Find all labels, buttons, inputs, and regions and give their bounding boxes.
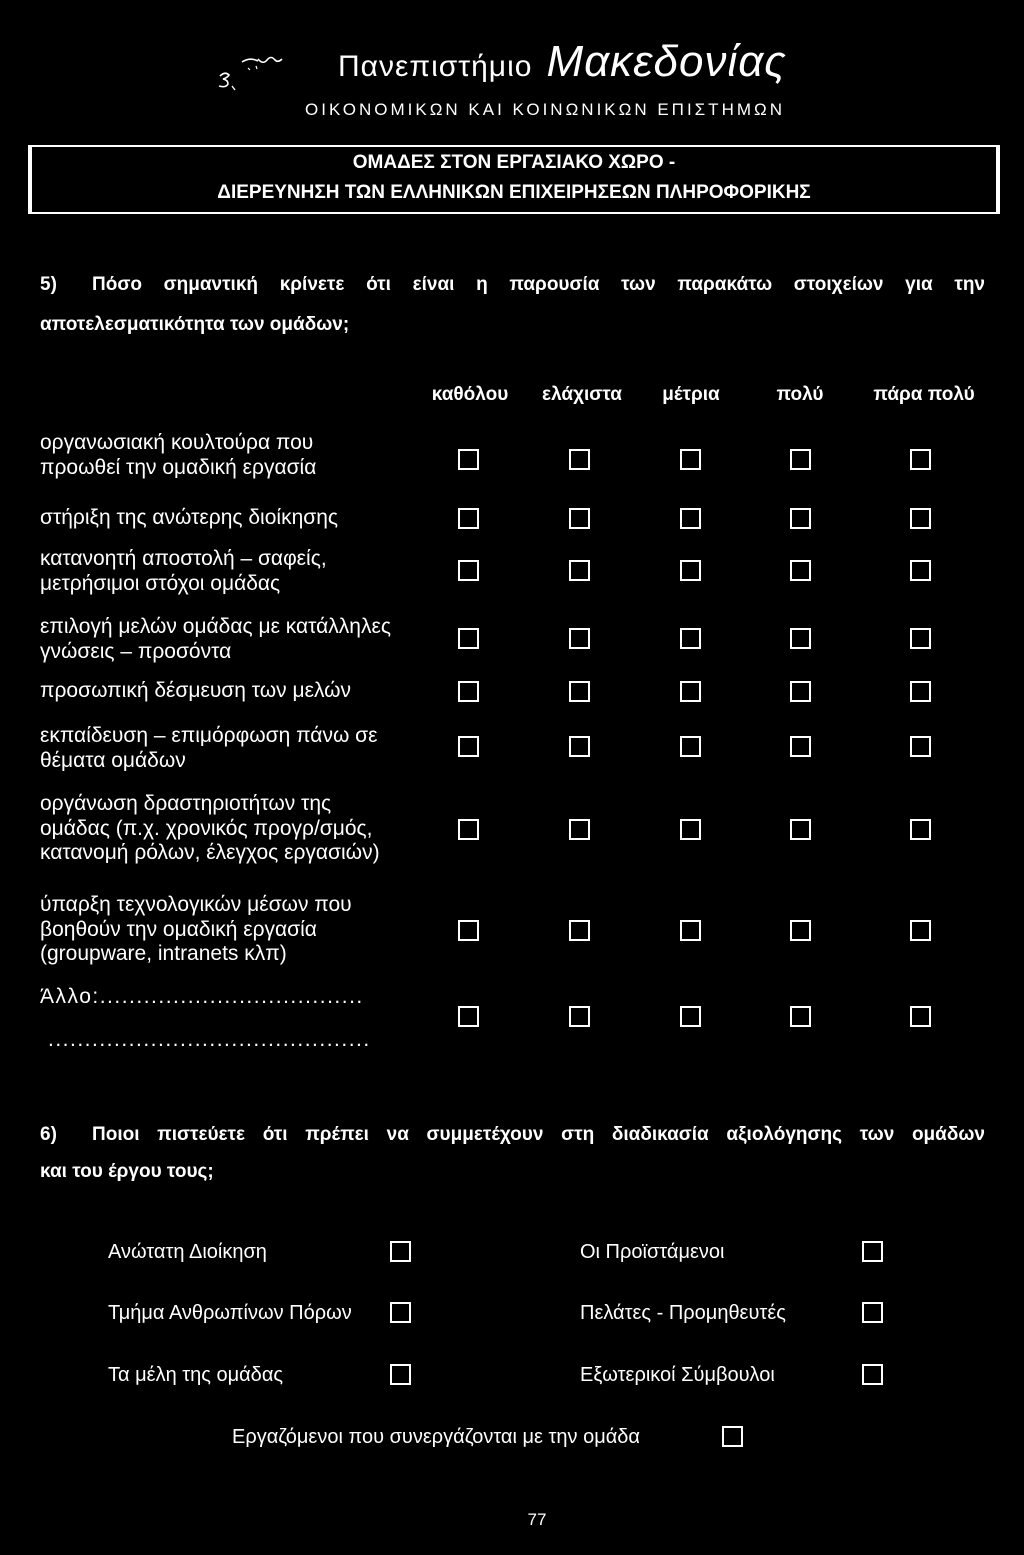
- rating-checkbox-much[interactable]: [790, 681, 811, 702]
- rating-checkbox-very-much[interactable]: [910, 920, 931, 941]
- rating-checkbox-very-little[interactable]: [569, 819, 590, 840]
- rating-row-label-line: ύπαρξη τεχνολογικών μέσων που: [40, 893, 352, 916]
- rating-checkbox-very-much[interactable]: [910, 560, 931, 581]
- evaluator-option-label: Τμήμα Ανθρωπίνων Πόρων: [108, 1302, 352, 1324]
- rating-checkbox-much[interactable]: [790, 560, 811, 581]
- rating-checkbox-very-much[interactable]: [910, 449, 931, 470]
- rating-checkbox-not-at-all[interactable]: [458, 681, 479, 702]
- faculty-name: ΟΙΚΟΝΟΜΙΚΩΝ ΚΑΙ ΚΟΙΝΩΝΙΚΩΝ ΕΠΙΣΤΗΜΩΝ: [305, 100, 785, 119]
- rating-row-label-line: μετρήσιμοι στόχοι ομάδας: [40, 571, 281, 595]
- rating-checkbox-much[interactable]: [790, 819, 811, 840]
- scale-header-very-little: ελάχιστα: [542, 384, 622, 405]
- university-name-prefix: Πανεπιστήμιο: [338, 50, 533, 83]
- rating-row-checkboxes: [0, 1006, 1024, 1027]
- rating-row-label-line: προσωπική δέσμευση των μελών: [40, 679, 352, 702]
- rating-checkbox-very-little[interactable]: [569, 681, 590, 702]
- rating-checkbox-very-much[interactable]: [910, 1006, 931, 1027]
- rating-checkbox-very-much[interactable]: [910, 628, 931, 649]
- rating-checkbox-not-at-all[interactable]: [458, 508, 479, 529]
- page-number: 77: [527, 1510, 547, 1529]
- question-5-text: αποτελεσματικότητα των ομάδων;: [40, 314, 350, 335]
- rating-checkbox-very-much[interactable]: [910, 819, 931, 840]
- evaluator-checkbox[interactable]: [722, 1426, 743, 1447]
- rating-checkbox-moderately[interactable]: [680, 628, 701, 649]
- scale-header-very-much: πάρα πολύ: [873, 384, 975, 405]
- evaluator-checkbox[interactable]: [862, 1302, 883, 1323]
- rating-checkbox-much[interactable]: [790, 736, 811, 757]
- evaluator-option-label: Ανώτατη Διοίκηση: [108, 1241, 267, 1263]
- rating-checkbox-moderately[interactable]: [680, 920, 701, 941]
- rating-checkbox-very-little[interactable]: [569, 920, 590, 941]
- rating-row-label-line: κατανομή ρόλων, έλεγχος εργασιών): [40, 841, 380, 864]
- rating-checkbox-very-much[interactable]: [910, 508, 931, 529]
- rating-checkbox-not-at-all[interactable]: [458, 819, 479, 840]
- rating-row-checkboxes: [0, 681, 1024, 702]
- evaluator-option-label: Πελάτες - Προμηθευτές: [580, 1302, 786, 1324]
- rating-row-checkboxes: [0, 917, 1024, 941]
- rating-row-label-line: γνώσεις – προσόντα: [40, 639, 232, 663]
- rating-checkbox-very-much[interactable]: [910, 681, 931, 702]
- rating-row-label-line: ομάδας (π.χ. χρονικός προγρ/σμός,: [40, 816, 373, 840]
- rating-row-label-line: επιλογή μελών ομάδας με κατάλληλες: [40, 615, 391, 638]
- rating-row-checkboxes: [0, 628, 1024, 649]
- rating-checkbox-moderately[interactable]: [680, 736, 701, 757]
- rating-checkbox-much[interactable]: [790, 508, 811, 529]
- rating-checkbox-very-little[interactable]: [569, 449, 590, 470]
- rating-row-label-line: εκπαίδευση – επιμόρφωση πάνω σε: [40, 724, 378, 747]
- rating-checkbox-moderately[interactable]: [680, 560, 701, 581]
- rating-row-checkboxes: [0, 560, 1024, 581]
- rating-row-checkboxes: [0, 449, 1024, 470]
- scale-header-moderately: μέτρια: [662, 384, 720, 405]
- question-6-number: 6): [40, 1124, 57, 1145]
- rating-row-checkboxes: [0, 736, 1024, 757]
- evaluator-checkbox[interactable]: [390, 1302, 411, 1323]
- rating-checkbox-very-little[interactable]: [569, 628, 590, 649]
- evaluator-option-label: Εξωτερικοί Σύμβουλοι: [580, 1364, 775, 1386]
- rating-checkbox-not-at-all[interactable]: [458, 1006, 479, 1027]
- rating-checkbox-much[interactable]: [790, 449, 811, 470]
- rating-checkbox-very-little[interactable]: [569, 736, 590, 757]
- scale-header-not-at-all: καθόλου: [431, 384, 509, 405]
- rating-row-label-line: (groupware, intranets κλπ): [40, 942, 287, 965]
- other-field-line[interactable]: ............................................: [48, 1028, 371, 1051]
- evaluator-checkbox[interactable]: [862, 1364, 883, 1385]
- rating-row-checkboxes: [0, 816, 1024, 840]
- rating-checkbox-moderately[interactable]: [680, 681, 701, 702]
- scale-header-much: πολύ: [776, 384, 824, 405]
- rating-row-label-line: οργανωσιακή κουλτούρα που: [40, 431, 314, 454]
- rating-checkbox-not-at-all[interactable]: [458, 628, 479, 649]
- rating-checkbox-not-at-all[interactable]: [458, 736, 479, 757]
- rating-checkbox-moderately[interactable]: [680, 449, 701, 470]
- evaluator-option-label: Οι Προϊστάμενοι: [580, 1241, 725, 1263]
- evaluator-option-label: Τα μέλη της ομάδας: [108, 1364, 284, 1386]
- university-emblem-icon: [212, 46, 288, 94]
- rating-checkbox-much[interactable]: [790, 920, 811, 941]
- question-5-number: 5): [40, 274, 57, 295]
- rating-row-checkboxes: [0, 508, 1024, 529]
- rating-row-label-line: κατανοητή αποστολή – σαφείς,: [40, 547, 327, 570]
- rating-row-label-line: προωθεί την ομαδική εργασία: [40, 455, 317, 479]
- university-name: [338, 34, 787, 90]
- other-field-line[interactable]: Άλλο:....................................: [40, 985, 364, 1008]
- question-6-text: και του έργου τους;: [40, 1161, 214, 1182]
- survey-title-line: ΟΜΑΔΕΣ ΣΤΟΝ ΕΡΓΑΣΙΑΚΟ ΧΩΡΟ -: [352, 152, 676, 173]
- rating-row-label-line: βοηθούν την ομαδική εργασία: [40, 917, 317, 941]
- rating-checkbox-not-at-all[interactable]: [458, 449, 479, 470]
- rating-checkbox-not-at-all[interactable]: [458, 560, 479, 581]
- survey-title-line: ΔΙΕΡΕΥΝΗΣΗ ΤΩΝ ΕΛΛΗΝΙΚΩΝ ΕΠΙΧΕΙΡΗΣΕΩΝ ΠΛΗΡΟΦΟΡΙΚΗΣ: [217, 182, 811, 203]
- question-5-text: Πόσο σημαντική κρίνετε ότι είναι η παρουσία των παρακάτω στοιχείων για την: [92, 274, 985, 295]
- rating-row-label-line: οργάνωση δραστηριοτήτων της: [40, 792, 332, 815]
- rating-checkbox-much[interactable]: [790, 1006, 811, 1027]
- rating-checkbox-very-little[interactable]: [569, 1006, 590, 1027]
- rating-checkbox-very-little[interactable]: [569, 508, 590, 529]
- rating-checkbox-moderately[interactable]: [680, 508, 701, 529]
- evaluator-checkbox[interactable]: [862, 1241, 883, 1262]
- rating-checkbox-not-at-all[interactable]: [458, 920, 479, 941]
- rating-checkbox-much[interactable]: [790, 628, 811, 649]
- question-6-text: Ποιοι πιστεύετε ότι πρέπει να συμμετέχουν στη διαδικασία αξιολόγησης των ομάδων: [92, 1124, 985, 1145]
- rating-row-label-line: στήριξη της ανώτερης διοίκησης: [40, 506, 339, 529]
- rating-checkbox-very-much[interactable]: [910, 736, 931, 757]
- evaluator-checkbox[interactable]: [390, 1241, 411, 1262]
- rating-checkbox-moderately[interactable]: [680, 819, 701, 840]
- evaluator-option-label: Εργαζόμενοι που συνεργάζονται με την ομάδα: [232, 1426, 640, 1448]
- evaluator-checkbox[interactable]: [390, 1364, 411, 1385]
- survey-title-box: [28, 145, 1000, 214]
- rating-checkbox-moderately[interactable]: [680, 1006, 701, 1027]
- rating-row-label-line: θέματα ομάδων: [40, 748, 186, 772]
- university-name-main: Μακεδονίας: [546, 37, 787, 86]
- rating-checkbox-very-little[interactable]: [569, 560, 590, 581]
